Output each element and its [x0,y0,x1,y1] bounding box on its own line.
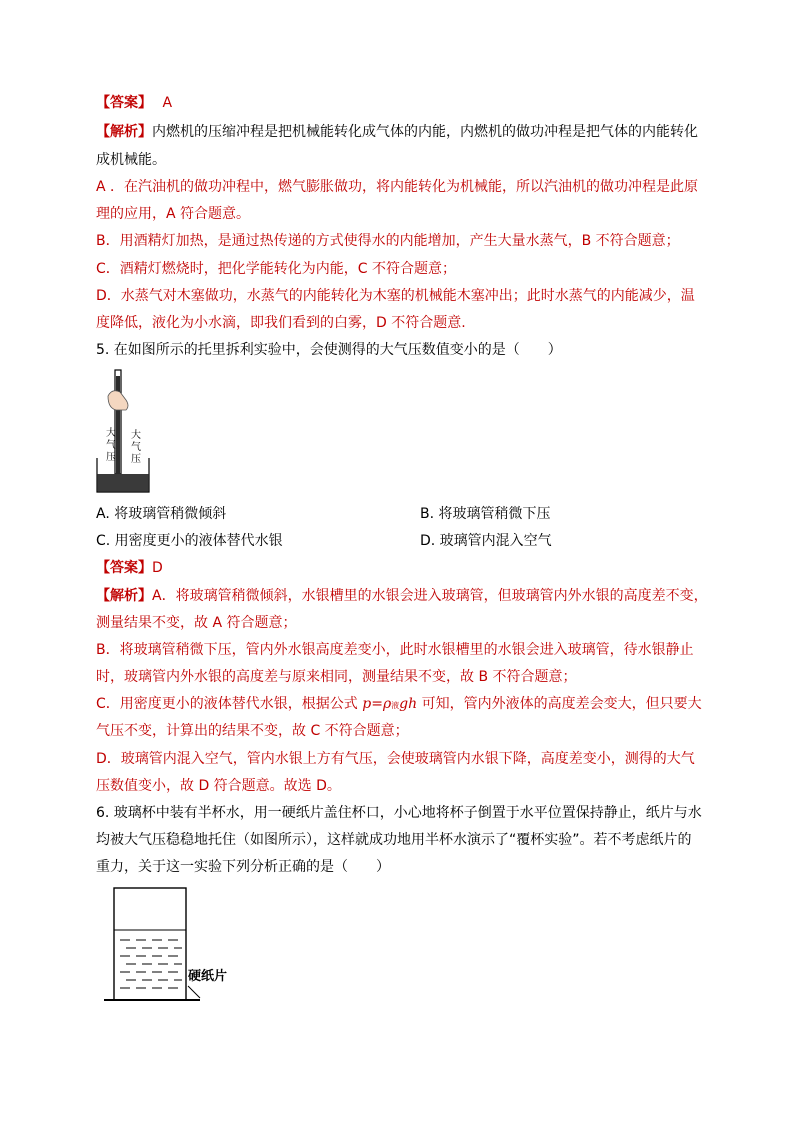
analysis-line: 度降低，液化为小水滴，即我们看到的白雾，D 不符合题意. [96,315,466,331]
figure-label-cardboard: 硬纸片 [188,969,228,984]
formula-eq: = [371,696,383,712]
answer-line-q4 [96,93,172,113]
figure-label-char: 大 [106,428,116,439]
analysis-line: C．酒精灯燃烧时，把化学能转化为内能，C 不符合题意； [96,261,456,277]
analysis-text: 内燃机的压缩冲程是把机械能转化成气体的内能，内燃机的做功冲程是把气体的内能转化 [152,124,698,140]
figure-label-char: 压 [131,454,141,465]
answer-value: D [152,560,163,576]
question-6-stem: 均被大气压稳稳地托住（如图所示），这样就成功地用半杯水演示了“覆杯实验”。若不考虑纸片的 [96,832,692,848]
figure-label-right [131,428,141,465]
answer-tag: 【答案】 [96,95,152,111]
torricelli-figure [94,366,154,494]
figure-label-char: 气 [106,440,116,451]
analysis-line [96,122,698,142]
hand-icon [108,391,128,410]
inverted-cup-figure [100,884,250,1008]
analysis-line [96,586,708,606]
option-a: A. 将玻璃管稍微倾斜 [96,506,227,522]
glass-cup [114,888,186,1000]
question-5-stem: 5. 在如图所示的托里拆利实验中，会使测得的大气压数值变小的是（ ） [96,342,562,358]
analysis-line: 时，玻璃管内外水银的高度差与原来相同，测量结果不变，故 B 不符合题意； [96,669,577,685]
analysis-tag: 【解析】 [96,588,152,604]
answer-value: A [162,95,173,111]
analysis-line: D．玻璃管内混入空气，管内水银上方有气压，会使玻璃管内水银下降，高度差变小，测得的大气 [96,751,695,767]
formula-gh: gh [399,696,418,712]
analysis-line: 理的应用，A 符合题意。 [96,206,251,222]
analysis-line: A ．在汽油机的做功冲程中，燃气膨胀做功，将内能转化为机械能，所以汽油机的做功冲程是此原 [96,179,699,195]
figure-label-char: 压 [106,452,116,463]
analysis-line: B．用酒精灯加热，是通过热传递的方式使得水的内能增加，产生大量水蒸气，B 不符合题意； [96,233,680,249]
analysis-line-formula [96,694,702,716]
figure-label-char: 气 [131,442,141,453]
analysis-line: D．水蒸气对木塞做功，水蒸气的内能转化为木塞的机械能木塞冲出；此时水蒸气的内能减少，温 [96,288,695,304]
analysis-line: 压数值变小，故 D 符合题意。故选 D。 [96,778,341,794]
option-b: B. 将玻璃管稍微下压 [420,506,551,522]
question-6-stem: 6. 玻璃杯中装有半杯水，用一硬纸片盖住杯口，小心地将杯子倒置于水平位置保持静止，纸片与水 [96,805,702,821]
analysis-line: B．将玻璃管稍微下压，管内外水银高度差变小，此时水银槽里的水银会进入玻璃管，待水银静止 [96,642,694,658]
mercury-basin [98,474,149,491]
analysis-line: 测量结果不变，故 A 符合题意； [96,615,297,631]
formula-sub: 液 [391,701,400,710]
analysis-line: 气压不变，计算出的结果不变，故 C 不符合题意； [96,723,409,739]
analysis-line: 成机械能。 [96,152,166,168]
question-6-stem: 重力，关于这一实验下列分析正确的是（ ） [96,859,390,875]
analysis-text: A．将玻璃管稍微倾斜，水银槽里的水银会进入玻璃管，但玻璃管内外水银的高度差不变， [152,588,708,604]
formula-suffix: 可知，管内外液体的高度差会变大，但只要大 [417,696,702,712]
option-c: C. 用密度更小的液体替代水银 [96,533,283,549]
answer-line-q5 [96,558,163,578]
answer-tag: 【答案】 [96,560,152,576]
option-d: D. 玻璃管内混入空气 [420,533,552,549]
formula-p: p [362,696,372,712]
formula-rho: ρ [382,696,392,712]
figure-label-left [106,426,116,463]
figure-label-char: 大 [131,430,141,441]
formula-prefix: C．用密度更小的液体替代水银，根据公式 [96,696,363,712]
analysis-tag: 【解析】 [96,124,152,140]
